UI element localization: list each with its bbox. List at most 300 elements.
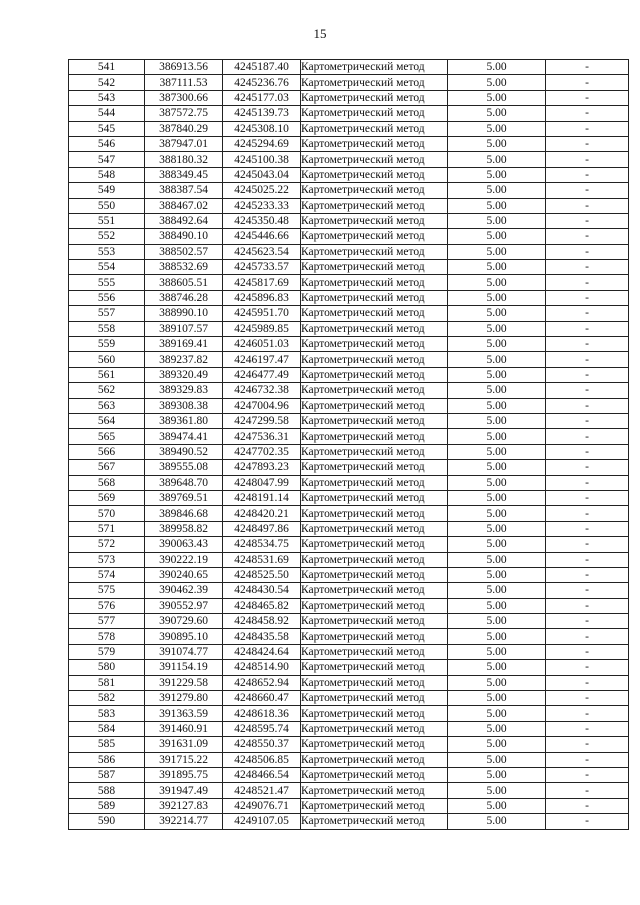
y-coordinate-cell: 4247893.23 (223, 460, 301, 475)
table-row (69, 183, 629, 198)
y-coordinate-cell: 4248506.85 (223, 752, 301, 767)
point-number-cell: 542 (69, 75, 145, 90)
method-cell: Картометрический метод (301, 537, 448, 552)
description-cell: - (546, 737, 629, 752)
description-cell: - (546, 767, 629, 782)
y-coordinate-cell: 4248497.86 (223, 521, 301, 536)
y-coordinate-cell: 4246732.38 (223, 383, 301, 398)
point-number-cell: 564 (69, 413, 145, 428)
method-cell: Картометрический метод (301, 429, 448, 444)
description-cell: - (546, 798, 629, 813)
accuracy-cell: 5.00 (448, 367, 546, 382)
method-cell: Картометрический метод (301, 352, 448, 367)
x-coordinate-cell: 392214.77 (145, 814, 223, 829)
point-number-cell: 571 (69, 521, 145, 536)
description-cell: - (546, 521, 629, 536)
method-cell: Картометрический метод (301, 106, 448, 121)
point-number-cell: 543 (69, 90, 145, 105)
y-coordinate-cell: 4245896.83 (223, 290, 301, 305)
table-row (69, 229, 629, 244)
x-coordinate-cell: 391279.80 (145, 691, 223, 706)
y-coordinate-cell: 4245043.04 (223, 167, 301, 182)
method-cell: Картометрический метод (301, 290, 448, 305)
description-cell: - (546, 552, 629, 567)
x-coordinate-cell: 388492.64 (145, 213, 223, 228)
y-coordinate-cell: 4245025.22 (223, 183, 301, 198)
y-coordinate-cell: 4245308.10 (223, 121, 301, 136)
y-coordinate-cell: 4248420.21 (223, 506, 301, 521)
x-coordinate-cell: 391074.77 (145, 644, 223, 659)
x-coordinate-cell: 389555.08 (145, 460, 223, 475)
description-cell: - (546, 244, 629, 259)
point-number-cell: 541 (69, 60, 145, 75)
point-number-cell: 588 (69, 783, 145, 798)
point-number-cell: 575 (69, 583, 145, 598)
accuracy-cell: 5.00 (448, 275, 546, 290)
x-coordinate-cell: 390222.19 (145, 552, 223, 567)
point-number-cell: 583 (69, 706, 145, 721)
x-coordinate-cell: 391154.19 (145, 660, 223, 675)
description-cell: - (546, 691, 629, 706)
method-cell: Картометрический метод (301, 198, 448, 213)
point-number-cell: 590 (69, 814, 145, 829)
accuracy-cell: 5.00 (448, 383, 546, 398)
description-cell: - (546, 167, 629, 182)
description-cell: - (546, 106, 629, 121)
point-number-cell: 551 (69, 213, 145, 228)
method-cell: Картометрический метод (301, 60, 448, 75)
y-coordinate-cell: 4246477.49 (223, 367, 301, 382)
y-coordinate-cell: 4248534.75 (223, 537, 301, 552)
method-cell: Картометрический метод (301, 275, 448, 290)
x-coordinate-cell: 388180.32 (145, 152, 223, 167)
description-cell: - (546, 383, 629, 398)
x-coordinate-cell: 390729.60 (145, 614, 223, 629)
table-row (69, 552, 629, 567)
accuracy-cell: 5.00 (448, 398, 546, 413)
y-coordinate-cell: 4248466.54 (223, 767, 301, 782)
method-cell: Картометрический метод (301, 721, 448, 736)
description-cell: - (546, 198, 629, 213)
method-cell: Картометрический метод (301, 398, 448, 413)
point-number-cell: 565 (69, 429, 145, 444)
accuracy-cell: 5.00 (448, 106, 546, 121)
y-coordinate-cell: 4245733.57 (223, 260, 301, 275)
accuracy-cell: 5.00 (448, 260, 546, 275)
table-row (69, 90, 629, 105)
point-number-cell: 587 (69, 767, 145, 782)
description-cell: - (546, 352, 629, 367)
point-number-cell: 557 (69, 306, 145, 321)
accuracy-cell: 5.00 (448, 413, 546, 428)
point-number-cell: 582 (69, 691, 145, 706)
table-row (69, 398, 629, 413)
x-coordinate-cell: 391947.49 (145, 783, 223, 798)
method-cell: Картометрический метод (301, 213, 448, 228)
table-row (69, 167, 629, 182)
accuracy-cell: 5.00 (448, 814, 546, 829)
method-cell: Картометрический метод (301, 383, 448, 398)
table-row (69, 275, 629, 290)
method-cell: Картометрический метод (301, 660, 448, 675)
description-cell: - (546, 290, 629, 305)
y-coordinate-cell: 4248424.64 (223, 644, 301, 659)
x-coordinate-cell: 391229.58 (145, 675, 223, 690)
accuracy-cell: 5.00 (448, 352, 546, 367)
x-coordinate-cell: 390462.39 (145, 583, 223, 598)
point-number-cell: 554 (69, 260, 145, 275)
accuracy-cell: 5.00 (448, 598, 546, 613)
x-coordinate-cell: 389107.57 (145, 321, 223, 336)
method-cell: Картометрический метод (301, 644, 448, 659)
method-cell: Картометрический метод (301, 629, 448, 644)
table-row (69, 490, 629, 505)
point-number-cell: 573 (69, 552, 145, 567)
y-coordinate-cell: 4248458.92 (223, 614, 301, 629)
table-row (69, 152, 629, 167)
x-coordinate-cell: 388467.02 (145, 198, 223, 213)
point-number-cell: 578 (69, 629, 145, 644)
table-row (69, 767, 629, 782)
x-coordinate-cell: 391895.75 (145, 767, 223, 782)
method-cell: Картометрический метод (301, 306, 448, 321)
method-cell: Картометрический метод (301, 90, 448, 105)
table-row (69, 706, 629, 721)
description-cell: - (546, 783, 629, 798)
accuracy-cell: 5.00 (448, 229, 546, 244)
accuracy-cell: 5.00 (448, 537, 546, 552)
point-number-cell: 550 (69, 198, 145, 213)
y-coordinate-cell: 4248525.50 (223, 567, 301, 582)
description-cell: - (546, 614, 629, 629)
description-cell: - (546, 229, 629, 244)
method-cell: Картометрический метод (301, 337, 448, 352)
accuracy-cell: 5.00 (448, 783, 546, 798)
description-cell: - (546, 752, 629, 767)
table-row (69, 198, 629, 213)
accuracy-cell: 5.00 (448, 198, 546, 213)
x-coordinate-cell: 391715.22 (145, 752, 223, 767)
table-row (69, 244, 629, 259)
description-cell: - (546, 152, 629, 167)
point-number-cell: 579 (69, 644, 145, 659)
table-row (69, 290, 629, 305)
x-coordinate-cell: 390063.43 (145, 537, 223, 552)
point-number-cell: 589 (69, 798, 145, 813)
method-cell: Картометрический метод (301, 598, 448, 613)
x-coordinate-cell: 389308.38 (145, 398, 223, 413)
x-coordinate-cell: 389169.41 (145, 337, 223, 352)
description-cell: - (546, 136, 629, 151)
x-coordinate-cell: 387111.53 (145, 75, 223, 90)
method-cell: Картометрический метод (301, 552, 448, 567)
point-number-cell: 580 (69, 660, 145, 675)
table-row (69, 752, 629, 767)
method-cell: Картометрический метод (301, 136, 448, 151)
description-cell: - (546, 306, 629, 321)
accuracy-cell: 5.00 (448, 752, 546, 767)
method-cell: Картометрический метод (301, 167, 448, 182)
accuracy-cell: 5.00 (448, 290, 546, 305)
description-cell: - (546, 413, 629, 428)
method-cell: Картометрический метод (301, 567, 448, 582)
table-row (69, 444, 629, 459)
y-coordinate-cell: 4245187.40 (223, 60, 301, 75)
accuracy-cell: 5.00 (448, 506, 546, 521)
method-cell: Картометрический метод (301, 244, 448, 259)
accuracy-cell: 5.00 (448, 60, 546, 75)
accuracy-cell: 5.00 (448, 721, 546, 736)
y-coordinate-cell: 4249107.05 (223, 814, 301, 829)
accuracy-cell: 5.00 (448, 75, 546, 90)
description-cell: - (546, 75, 629, 90)
accuracy-cell: 5.00 (448, 90, 546, 105)
y-coordinate-cell: 4245817.69 (223, 275, 301, 290)
description-cell: - (546, 367, 629, 382)
x-coordinate-cell: 389846.68 (145, 506, 223, 521)
accuracy-cell: 5.00 (448, 660, 546, 675)
description-cell: - (546, 644, 629, 659)
accuracy-cell: 5.00 (448, 213, 546, 228)
method-cell: Картометрический метод (301, 521, 448, 536)
y-coordinate-cell: 4248531.69 (223, 552, 301, 567)
point-number-cell: 568 (69, 475, 145, 490)
point-number-cell: 563 (69, 398, 145, 413)
description-cell: - (546, 475, 629, 490)
table-row (69, 383, 629, 398)
description-cell: - (546, 537, 629, 552)
x-coordinate-cell: 389361.80 (145, 413, 223, 428)
table-row (69, 506, 629, 521)
y-coordinate-cell: 4245989.85 (223, 321, 301, 336)
point-number-cell: 562 (69, 383, 145, 398)
x-coordinate-cell: 387300.66 (145, 90, 223, 105)
table-row (69, 660, 629, 675)
y-coordinate-cell: 4245233.33 (223, 198, 301, 213)
x-coordinate-cell: 386913.56 (145, 60, 223, 75)
y-coordinate-cell: 4248618.36 (223, 706, 301, 721)
method-cell: Картометрический метод (301, 75, 448, 90)
table-row (69, 798, 629, 813)
y-coordinate-cell: 4245236.76 (223, 75, 301, 90)
description-cell: - (546, 183, 629, 198)
table-row (69, 121, 629, 136)
y-coordinate-cell: 4245139.73 (223, 106, 301, 121)
y-coordinate-cell: 4248430.54 (223, 583, 301, 598)
point-number-cell: 577 (69, 614, 145, 629)
table-row (69, 814, 629, 829)
point-number-cell: 572 (69, 537, 145, 552)
point-number-cell: 547 (69, 152, 145, 167)
accuracy-cell: 5.00 (448, 490, 546, 505)
description-cell: - (546, 213, 629, 228)
x-coordinate-cell: 389490.52 (145, 444, 223, 459)
point-number-cell: 548 (69, 167, 145, 182)
point-number-cell: 586 (69, 752, 145, 767)
y-coordinate-cell: 4246051.03 (223, 337, 301, 352)
method-cell: Картометрический метод (301, 183, 448, 198)
table-row (69, 429, 629, 444)
y-coordinate-cell: 4248191.14 (223, 490, 301, 505)
point-number-cell: 559 (69, 337, 145, 352)
x-coordinate-cell: 389648.70 (145, 475, 223, 490)
method-cell: Картометрический метод (301, 413, 448, 428)
method-cell: Картометрический метод (301, 321, 448, 336)
point-number-cell: 546 (69, 136, 145, 151)
accuracy-cell: 5.00 (448, 475, 546, 490)
accuracy-cell: 5.00 (448, 152, 546, 167)
x-coordinate-cell: 391460.91 (145, 721, 223, 736)
x-coordinate-cell: 389320.49 (145, 367, 223, 382)
y-coordinate-cell: 4248595.74 (223, 721, 301, 736)
description-cell: - (546, 444, 629, 459)
x-coordinate-cell: 387572.75 (145, 106, 223, 121)
method-cell: Картометрический метод (301, 490, 448, 505)
description-cell: - (546, 275, 629, 290)
x-coordinate-cell: 388349.45 (145, 167, 223, 182)
x-coordinate-cell: 388605.51 (145, 275, 223, 290)
accuracy-cell: 5.00 (448, 460, 546, 475)
description-cell: - (546, 60, 629, 75)
method-cell: Картометрический метод (301, 752, 448, 767)
accuracy-cell: 5.00 (448, 521, 546, 536)
x-coordinate-cell: 392127.83 (145, 798, 223, 813)
x-coordinate-cell: 390895.10 (145, 629, 223, 644)
x-coordinate-cell: 389237.82 (145, 352, 223, 367)
accuracy-cell: 5.00 (448, 136, 546, 151)
table-row (69, 644, 629, 659)
x-coordinate-cell: 391363.59 (145, 706, 223, 721)
description-cell: - (546, 260, 629, 275)
table-row (69, 691, 629, 706)
coordinates-table (68, 59, 629, 830)
y-coordinate-cell: 4248660.47 (223, 691, 301, 706)
x-coordinate-cell: 388532.69 (145, 260, 223, 275)
method-cell: Картометрический метод (301, 675, 448, 690)
method-cell: Картометрический метод (301, 583, 448, 598)
accuracy-cell: 5.00 (448, 614, 546, 629)
description-cell: - (546, 460, 629, 475)
method-cell: Картометрический метод (301, 614, 448, 629)
method-cell: Картометрический метод (301, 367, 448, 382)
y-coordinate-cell: 4245177.03 (223, 90, 301, 105)
method-cell: Картометрический метод (301, 121, 448, 136)
table-row (69, 260, 629, 275)
accuracy-cell: 5.00 (448, 583, 546, 598)
x-coordinate-cell: 389474.41 (145, 429, 223, 444)
point-number-cell: 544 (69, 106, 145, 121)
y-coordinate-cell: 4249076.71 (223, 798, 301, 813)
method-cell: Картометрический метод (301, 691, 448, 706)
accuracy-cell: 5.00 (448, 121, 546, 136)
y-coordinate-cell: 4245100.38 (223, 152, 301, 167)
y-coordinate-cell: 4247702.35 (223, 444, 301, 459)
point-number-cell: 549 (69, 183, 145, 198)
accuracy-cell: 5.00 (448, 321, 546, 336)
accuracy-cell: 5.00 (448, 567, 546, 582)
description-cell: - (546, 90, 629, 105)
description-cell: - (546, 337, 629, 352)
accuracy-cell: 5.00 (448, 798, 546, 813)
coordinates-table-body (69, 60, 629, 830)
table-row (69, 321, 629, 336)
point-number-cell: 545 (69, 121, 145, 136)
accuracy-cell: 5.00 (448, 552, 546, 567)
point-number-cell: 570 (69, 506, 145, 521)
description-cell: - (546, 321, 629, 336)
description-cell: - (546, 814, 629, 829)
table-row (69, 60, 629, 75)
table-row (69, 537, 629, 552)
description-cell: - (546, 583, 629, 598)
method-cell: Картометрический метод (301, 814, 448, 829)
table-row (69, 783, 629, 798)
table-row (69, 737, 629, 752)
table-row (69, 136, 629, 151)
x-coordinate-cell: 391631.09 (145, 737, 223, 752)
x-coordinate-cell: 389329.83 (145, 383, 223, 398)
x-coordinate-cell: 390552.97 (145, 598, 223, 613)
table-row (69, 106, 629, 121)
point-number-cell: 555 (69, 275, 145, 290)
y-coordinate-cell: 4247004.96 (223, 398, 301, 413)
point-number-cell: 552 (69, 229, 145, 244)
x-coordinate-cell: 387947.01 (145, 136, 223, 151)
description-cell: - (546, 598, 629, 613)
accuracy-cell: 5.00 (448, 429, 546, 444)
table-row (69, 337, 629, 352)
table-row (69, 213, 629, 228)
y-coordinate-cell: 4245446.66 (223, 229, 301, 244)
method-cell: Картометрический метод (301, 229, 448, 244)
method-cell: Картометрический метод (301, 706, 448, 721)
y-coordinate-cell: 4245294.69 (223, 136, 301, 151)
y-coordinate-cell: 4248465.82 (223, 598, 301, 613)
accuracy-cell: 5.00 (448, 767, 546, 782)
table-row (69, 583, 629, 598)
table-row (69, 598, 629, 613)
method-cell: Картометрический метод (301, 444, 448, 459)
point-number-cell: 585 (69, 737, 145, 752)
description-cell: - (546, 675, 629, 690)
y-coordinate-cell: 4248521.47 (223, 783, 301, 798)
accuracy-cell: 5.00 (448, 706, 546, 721)
table-row (69, 721, 629, 736)
y-coordinate-cell: 4248514.90 (223, 660, 301, 675)
description-cell: - (546, 706, 629, 721)
table-row (69, 75, 629, 90)
table-row (69, 675, 629, 690)
page-number: 15 (313, 26, 327, 41)
x-coordinate-cell: 388990.10 (145, 306, 223, 321)
y-coordinate-cell: 4248652.94 (223, 675, 301, 690)
x-coordinate-cell: 388387.54 (145, 183, 223, 198)
description-cell: - (546, 567, 629, 582)
method-cell: Картометрический метод (301, 506, 448, 521)
point-number-cell: 574 (69, 567, 145, 582)
x-coordinate-cell: 388502.57 (145, 244, 223, 259)
y-coordinate-cell: 4245951.70 (223, 306, 301, 321)
y-coordinate-cell: 4248550.37 (223, 737, 301, 752)
table-row (69, 352, 629, 367)
accuracy-cell: 5.00 (448, 644, 546, 659)
table-row (69, 460, 629, 475)
y-coordinate-cell: 4246197.47 (223, 352, 301, 367)
point-number-cell: 567 (69, 460, 145, 475)
accuracy-cell: 5.00 (448, 306, 546, 321)
point-number-cell: 584 (69, 721, 145, 736)
method-cell: Картометрический метод (301, 460, 448, 475)
